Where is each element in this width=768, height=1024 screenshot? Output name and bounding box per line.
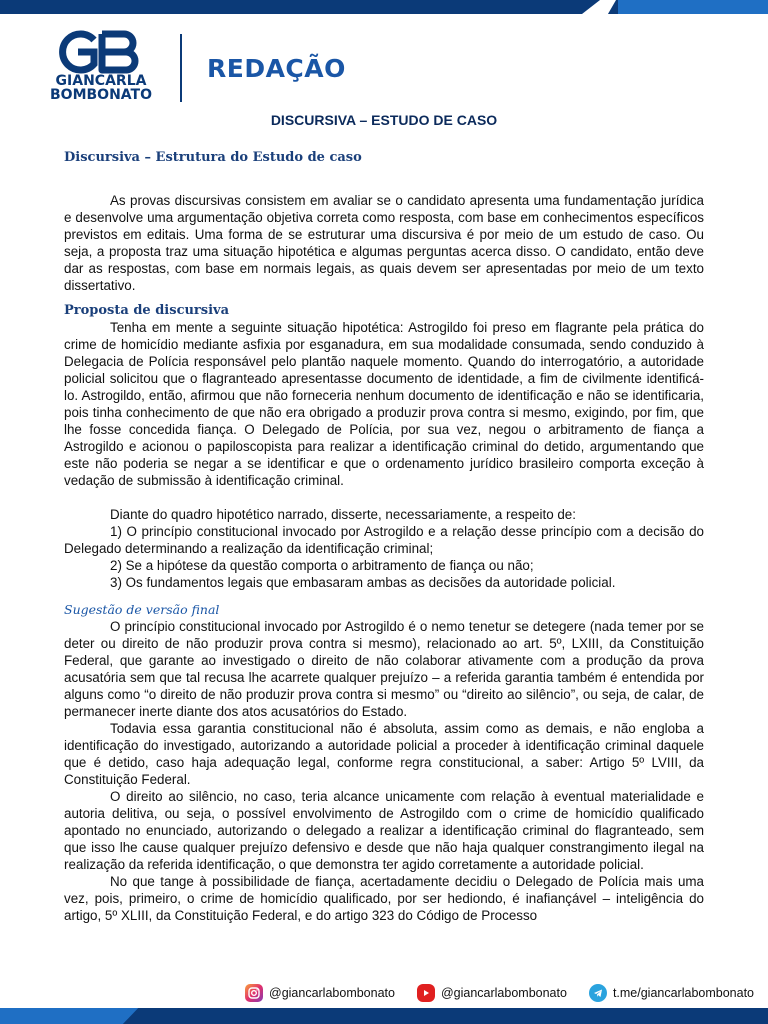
telegram-icon <box>589 984 607 1002</box>
page-footer <box>0 954 768 1024</box>
proposal-heading: Proposta de discursiva <box>64 303 230 318</box>
brand-name-line1: GIANCARLA <box>55 73 147 89</box>
suggestion-heading: Sugestão de versão final <box>64 602 220 617</box>
gb-monogram-icon <box>46 30 156 74</box>
section-title: REDAÇÃO <box>207 54 346 83</box>
question-intro: Diante do quadro hipotético narrado, disserte, necessariamente, a respeito de: <box>110 507 576 522</box>
suggestion-paragraph: Todavia essa garantia constitucional não é absoluta, assim como as demais, e não engloba a identificação do investigado, autorizando a autoridade policial a proceder à identificação criminal daquele que é detido, caso haja adequação legal, conforme regra constitucional, a saber: Artigo 5º LVIII, da Constituição Federal. <box>64 721 704 787</box>
document-body <box>64 192 704 924</box>
brand-name-line2: BOMBONATO <box>50 87 152 103</box>
brand-logo <box>46 30 156 105</box>
question-item: 3) Os fundamentos legais que embasaram ambas as decisões da autoridade policial. <box>110 575 616 590</box>
instagram-link[interactable] <box>245 984 395 1002</box>
telegram-link[interactable] <box>589 984 754 1002</box>
instagram-icon <box>245 984 263 1002</box>
telegram-handle: t.me/giancarlabombonato <box>612 986 754 1000</box>
proposal-paragraph: Tenha em mente a seguinte situação hipotética: Astrogildo foi preso em flagrante pela prática do crime de homicídio mediante asfixia por esganadura, em sua modalidade consumada, sendo conduzido à Delegacia de Polícia responsável pelo plantão naquele momento. Quando do interrogatório, a autoridade policial solicitou que o flagranteado apresentasse documento de identidade, a fim de civilmente identificá-lo. Astrogildo, então, afirmou que não forneceria nenhum documento de identificação e não se identificaria, pois tinha conhecimento de que não era obrigado a produzir prova contra si mesmo, exigindo, por fim, que lhe fosse concedida fiança. O Delegado de Polícia, por sua vez, negou o arbitramento de fiança a Astrogildo e acionou o papiloscopista para realizar a identificação criminal do detido, argumentando que este não poderia se negar a se identificar e que o ordenamento jurídico brasileiro comporta exceção à vedação de submissão à identificação criminal. <box>64 320 704 488</box>
youtube-handle: @giancarlabombonato <box>440 986 567 1000</box>
header-divider <box>180 34 182 102</box>
question-item: 2) Se a hipótese da questão comporta o arbitramento de fiança ou não; <box>110 558 534 573</box>
document-subtitle: Discursiva – Estrutura do Estudo de caso <box>64 150 362 165</box>
youtube-link[interactable] <box>417 984 567 1002</box>
intro-paragraph: As provas discursivas consistem em avaliar se o candidato apresenta uma fundamentação jurídica e desenvolve uma argumentação objetiva correta como resposta, com base em conhecimentos específicos previstos em editais. Uma forma de se estruturar uma discursiva é por meio de um estudo de caso. Ou seja, a proposta traz uma situação hipotética e algumas perguntas acerca disso. O candidato, então deve dar as respostas, com base em normais legais, as quais devem ser apresentadas por meio de um texto dissertativo. <box>64 193 704 293</box>
document-title: DISCURSIVA – ESTUDO DE CASO <box>270 112 498 128</box>
question-item: 1) O princípio constitucional invocado por Astrogildo e a relação desse princípio com a decisão do Delegado determinando a realização da identificação criminal; <box>64 524 704 556</box>
top-band-navy <box>0 0 600 14</box>
social-links <box>245 984 754 1002</box>
spacer <box>64 489 704 506</box>
suggestion-paragraph: O princípio constitucional invocado por Astrogildo é o nemo tenetur se detegere (nada temer por se deter ou direito de não produzir prova contra si mesmo), relacionado ao art. 5º, LXIII, da Constituição Federal, que garante ao investigado o direito de não colaborar ativamente com a produção da prova acusatória sem que tal recusa lhe acarrete qualquer prejuízo – a referida garantia também é entendida por alguns como “o direito de não produzir prova contra si mesmo” ou “direito ao silêncio”, ou seja, de calar, de permanecer inerte diante dos atos acusatórios do Estado. <box>64 619 704 719</box>
instagram-handle: @giancarlabombonato <box>269 986 395 1000</box>
suggestion-paragraph: O direito ao silêncio, no caso, teria alcance unicamente com relação à eventual materialidade e autoria delitiva, ou seja, o possível envolvimento de Astrogildo com o crime de homicídio qualificado apontado no enunciado, autorizando o delegado a realizar a identificação criminal do flagranteado, sem que isso lhe cause qualquer prejuízo defensivo e desde que não haja qualquer constrangimento ilegal na realização da referida identificação, o que demonstra ter agido corretamente a autoridade policial. <box>64 789 704 872</box>
top-band-light <box>618 0 768 14</box>
youtube-icon <box>417 984 435 1002</box>
suggestion-paragraph: No que tange à possibilidade de fiança, acertadamente decidiu o Delegado de Polícia mais uma vez, pois, primeiro, o crime de homicídio qualificado, por ser hediondo, é inafiançável – inteligência do artigo, 5º XLIII, da Constituição Federal, e do artigo 323 do Código de Processo <box>64 874 704 923</box>
top-decorative-band <box>0 0 768 14</box>
